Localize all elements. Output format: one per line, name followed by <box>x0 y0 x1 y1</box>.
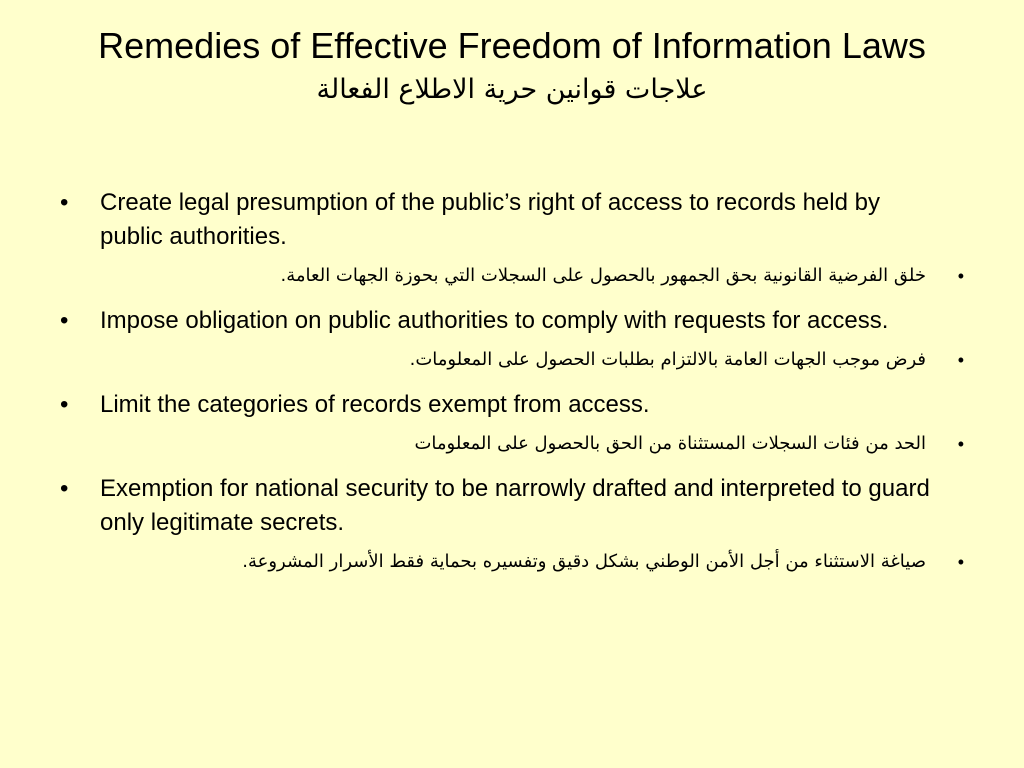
bullet-item-english-3 <box>60 388 940 422</box>
bullet-text-english: Limit the categories of records exempt from access. <box>100 391 650 418</box>
bullet-text-arabic: صياغة الاستثناء من أجل الأمن الوطني بشكل دقيق وتفسيره بحماية فقط الأسرار المشروعة. <box>242 551 926 572</box>
bullet-icon: • <box>60 475 69 502</box>
bullet-icon: • <box>60 189 69 216</box>
bullet-icon: • <box>60 307 69 334</box>
bullet-text-english: Create legal presumption of the public’s right of access to records held by public authorities. <box>100 189 880 250</box>
title-block <box>40 26 984 110</box>
bullet-text-arabic: الحد من فئات السجلات المستثناة من الحق بالحصول على المعلومات <box>414 433 926 454</box>
bullet-icon: • <box>957 350 964 370</box>
bullet-item-english-2 <box>60 304 940 338</box>
bullet-item-english-1 <box>60 186 940 254</box>
bullet-item-arabic-2 <box>60 346 964 374</box>
bullet-text-english: Impose obligation on public authorities to comply with requests for access. <box>100 307 889 334</box>
bullet-text-english: Exemption for national security to be narrowly drafted and interpreted to guard only legitimate secrets. <box>100 475 930 536</box>
bullet-item-arabic-4 <box>60 548 964 576</box>
bullet-text-arabic: فرض موجب الجهات العامة بالالتزام بطلبات الحصول على المعلومات. <box>409 349 926 370</box>
bullet-item-arabic-3 <box>60 430 964 458</box>
bullet-item-english-4 <box>60 472 940 540</box>
bullet-icon: • <box>957 434 964 454</box>
bullet-item-arabic-1 <box>60 262 964 290</box>
bullet-text-arabic: خلق الفرضية القانونية بحق الجمهور بالحصول على السجلات التي بحوزة الجهات العامة. <box>280 265 926 286</box>
bullet-list <box>0 186 1024 590</box>
title-english: Remedies of Effective Freedom of Information Laws <box>98 25 926 66</box>
bullet-icon: • <box>957 552 964 572</box>
bullet-icon: • <box>957 266 964 286</box>
bullet-icon: • <box>60 391 69 418</box>
title-arabic: علاجات قوانين حرية الاطلاع الفعالة <box>316 74 708 105</box>
